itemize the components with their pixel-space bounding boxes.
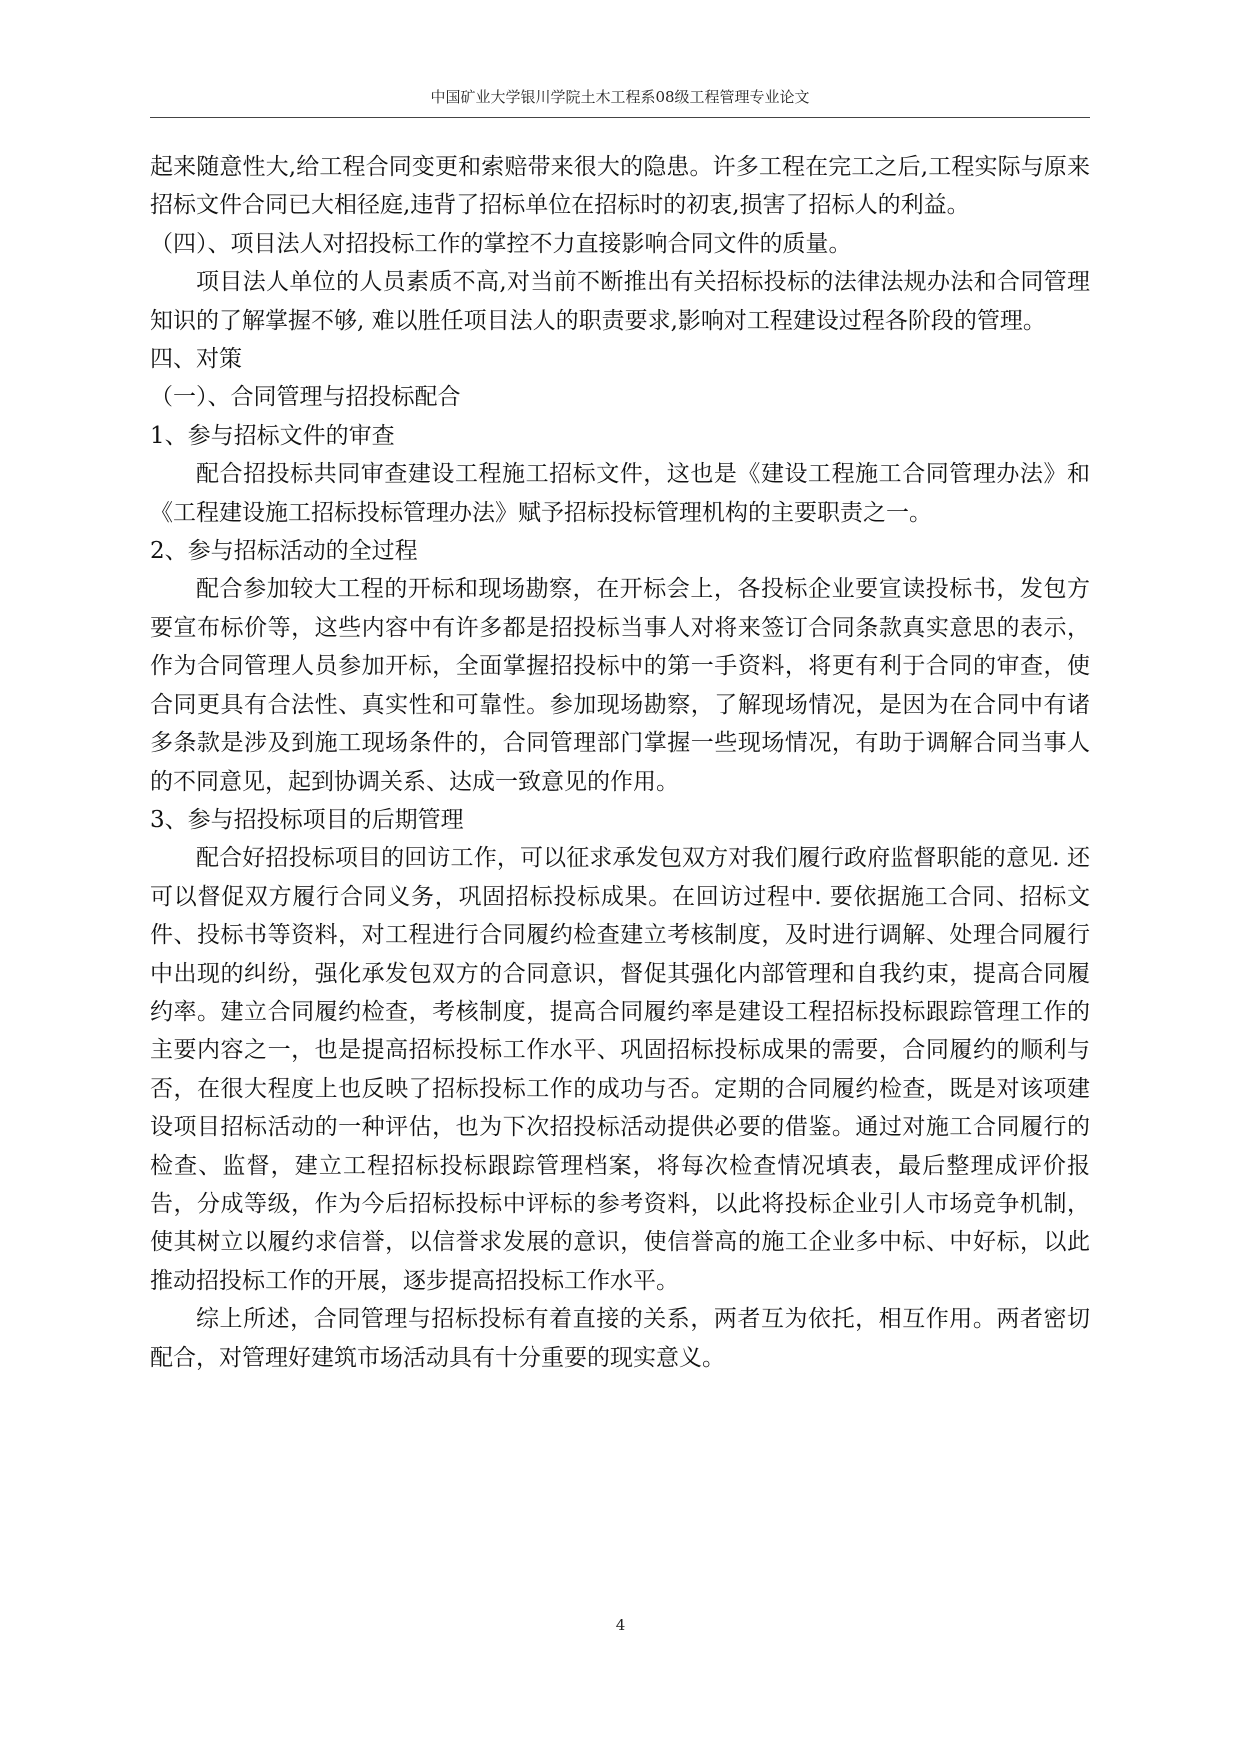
paragraph-conclusion: 综上所述，合同管理与招标投标有着直接的关系，两者互为依托，相互作用。两者密切配合，对管理好建筑市场活动具有十分重要的现实意义。 — [150, 1306, 1090, 1371]
section-heading-four-subsection: （四）、项目法人对招投标工作的掌控不力直接影响合同文件的质量。 — [150, 230, 852, 257]
item-heading-2: 2、参与招标活动的全过程 — [150, 538, 418, 565]
paragraph-review-documents: 配合招投标共同审查建设工程施工招标文件，这也是《建设工程施工合同管理办法》和《工程建设施工招标投标管理办法》赋予招标投标管理机构的主要职责之一。 — [150, 461, 1090, 526]
document-body — [150, 148, 1090, 1377]
paragraph-whole-process: 配合参加较大工程的开标和现场勘察，在开标会上，各投标企业要宣读投标书，发包方要宣布标价等，这些内容中有许多都是招投标当事人对将来签订合同条款真实意思的表示，作为合同管理人员参加开标，全面掌握招投标中的第一手资料，将更有利于合同的审查，使合同更具有合法性、真实性和可靠性。参加现场勘察，了解现场情况，是因为在合同中有诸多条款是涉及到施工现场条件的，合同管理部门掌握一些现场情况，有助于调解合同当事人的不同意见，起到协调关系、达成一致意见的作用。 — [150, 576, 1090, 795]
item-heading-3: 3、参与招投标项目的后期管理 — [150, 806, 464, 833]
paragraph-later-management: 配合好招投标项目的回访工作，可以征求承发包双方对我们履行政府监督职能的意见. 还可以督促双方履行合同义务，巩固招标投标成果。在回访过程中. 要依据施工合同、招标文件、投标书等资料，对工程进行合同履约检查建立考核制度，及时进行调解、处理合同履行中出现的纠纷，强化承发包双方的合同意识，督促其强化内部管理和自我约束，提高合同履约率。建立合同履约检查，考核制度，提高合同履约率是建设工程招标投标跟踪管理工作的主要内容之一，也是提高招标投标工作水平、巩固招标投标成果的需要，合同履约的顺利与否，在很大程度上也反映了招标投标工作的成功与否。定期的合同履约检查，既是对该项建设项目招标活动的一种评估，也为下次招投标活动提供必要的借鉴。通过对施工合同履行的检查、监督，建立工程招标投标跟踪管理档案，将每次检查情况填表，最后整理成评价报告，分成等级，作为今后招标投标中评标的参考资料，以此将投标企业引人市场竞争机制，使其树立以履约求信誉，以信誉求发展的意识，使信誉高的施工企业多中标、中好标，以此推动招投标工作的开展，逐步提高招投标工作水平。 — [150, 845, 1090, 1294]
item-heading-1: 1、参与招标文件的审查 — [150, 422, 395, 449]
page-number: 4 — [615, 1616, 626, 1634]
subsection-heading-cooperation: （一）、合同管理与招投标配合 — [150, 384, 461, 411]
paragraph-project-legal-person: 项目法人单位的人员素质不高,对当前不断推出有关招标投标的法律法规办法和合同管理知识的了解掌握不够, 难以胜任项目法人的职责要求,影响对工程建设过程各阶段的管理。 — [150, 269, 1090, 334]
section-heading-countermeasures: 四、对策 — [150, 346, 242, 373]
paragraph-continuation: 起来随意性大,给工程合同变更和索赔带来很大的隐患。许多工程在完工之后,工程实际与原来招标文件合同已大相径庭,违背了招标单位在招标时的初衷,损害了招标人的利益。 — [150, 154, 1090, 219]
page-header: 中国矿业大学银川学院土木工程系08级工程管理专业论文 — [150, 86, 1090, 118]
